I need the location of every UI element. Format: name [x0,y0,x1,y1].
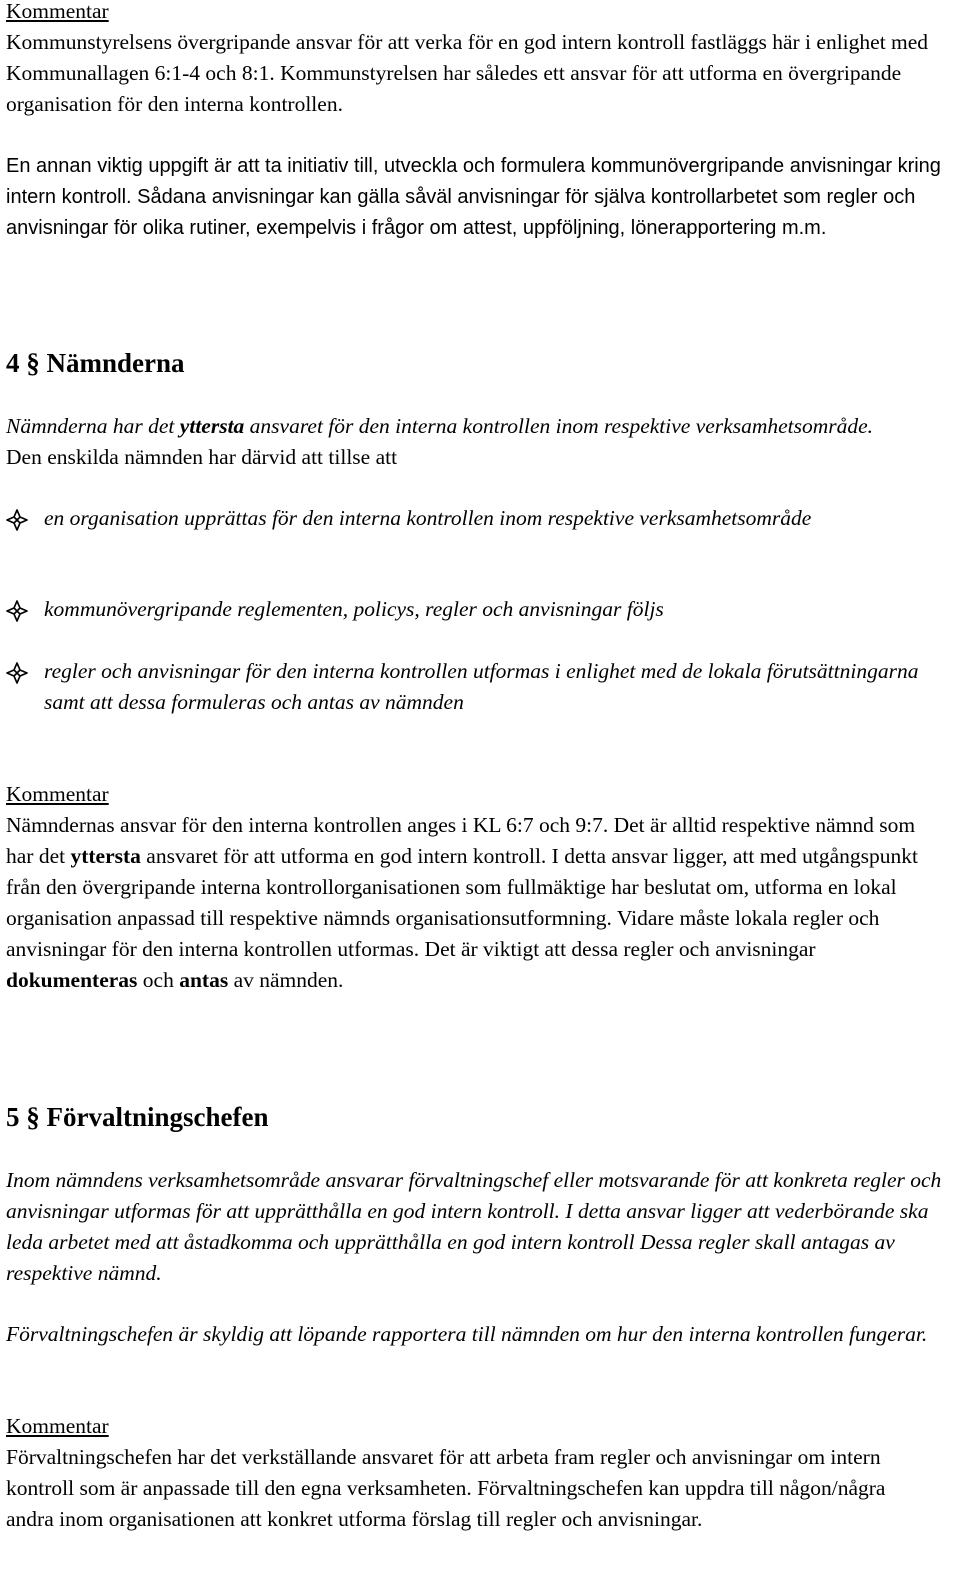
paragraph-guidelines: En annan viktig uppgift är att ta initiativ till, utveckla och formulera kommunövergripande anvisningar kring intern kontroll. Sådana anvisningar kan gälla såväl anvisningar för själva kontrollarbetet som regler och anvisningar för olika rutiner, exempelvis i frågor om attest, uppföljning, lönerapportering m.m. [6,155,941,239]
bullet-text: kommunövergripande reglementen, policys, regler och anvisningar följs [44,597,664,621]
diamond-bullet-icon [6,662,28,684]
bullet-text: regler och anvisningar för den interna kontrollen utformas i enlighet med de lokala förutsättningarna samt att dessa formuleras och antas av nämnden [44,659,919,714]
heading-section-5: 5 § Förvaltningschefen [6,1102,269,1132]
paragraph-ks-responsibility: Kommunstyrelsens övergripande ansvar för att verka för en god intern kontroll fastläggs här i enlighet med Kommunallagen 6:1-4 och 8:1. Kommunstyrelsen har således ett ansvar för att utforma en övergripande organisation för den interna kontrollen. [6,30,929,116]
paragraph-chef-comment: Förvaltningschefen har det verkställande ansvaret för att arbeta fram regler och anvisningar om intern kontroll som är anpassade till den egna verksamheten. Förvaltningschefen kan uppdra till någon/några andra inom organisationen att konkret utforma förslag till regler och anvisningar. [6,1445,886,1531]
paragraph-chef-reporting: Förvaltningschefen är skyldig att löpande rapportera till nämnden om hur den interna kontrollen fungerar. [6,1322,928,1346]
diamond-bullet-icon [6,600,28,622]
heading-section-4: 4 § Nämnderna [6,348,185,378]
bullet-text: en organisation upprättas för den interna kontrollen inom respektive verksamhetsområde [44,506,812,530]
comment-label-section-4: Kommentar [6,782,109,806]
paragraph-nämnderna-intro: Nämnderna har det yttersta ansvaret för den interna kontrollen inom respektive verksamhetsområde. Den enskilda nämnden har därvid att tillse att [6,414,874,469]
paragraph-nämnderna-comment: Nämndernas ansvar för den interna kontrollen anges i KL 6:7 och 9:7. Det är alltid respektive nämnd som har det yttersta ansvaret för att utforma en god intern kontroll. I detta ansvar ligger, att med utgångspunkt från den övergripande interna kontrollorganisationen som fullmäktige har beslutat om, utforma en lokal organisation anpassad till respektive nämnds organisationsutformning. Vidare måste lokala regler och anvisningar för den interna kontrollen utformas. Det är viktigt att dessa regler och anvisningar dokumenteras och antas av nämnden. [6,813,919,992]
comment-label-top: Kommentar [6,0,109,23]
comment-label-section-5: Kommentar [6,1414,109,1438]
diamond-bullet-icon [6,509,28,531]
paragraph-chef-responsibility: Inom nämndens verksamhetsområde ansvarar förvaltningschef eller motsvarande för att konkreta regler och anvisningar utformas för att upprätthålla en god intern kontroll. I detta ansvar ligger att vederbörande ska leda arbetet med att åstadkomma och upprätthålla en god intern kontroll Dessa regler skall antagas av respektive nämnd. [6,1168,942,1285]
